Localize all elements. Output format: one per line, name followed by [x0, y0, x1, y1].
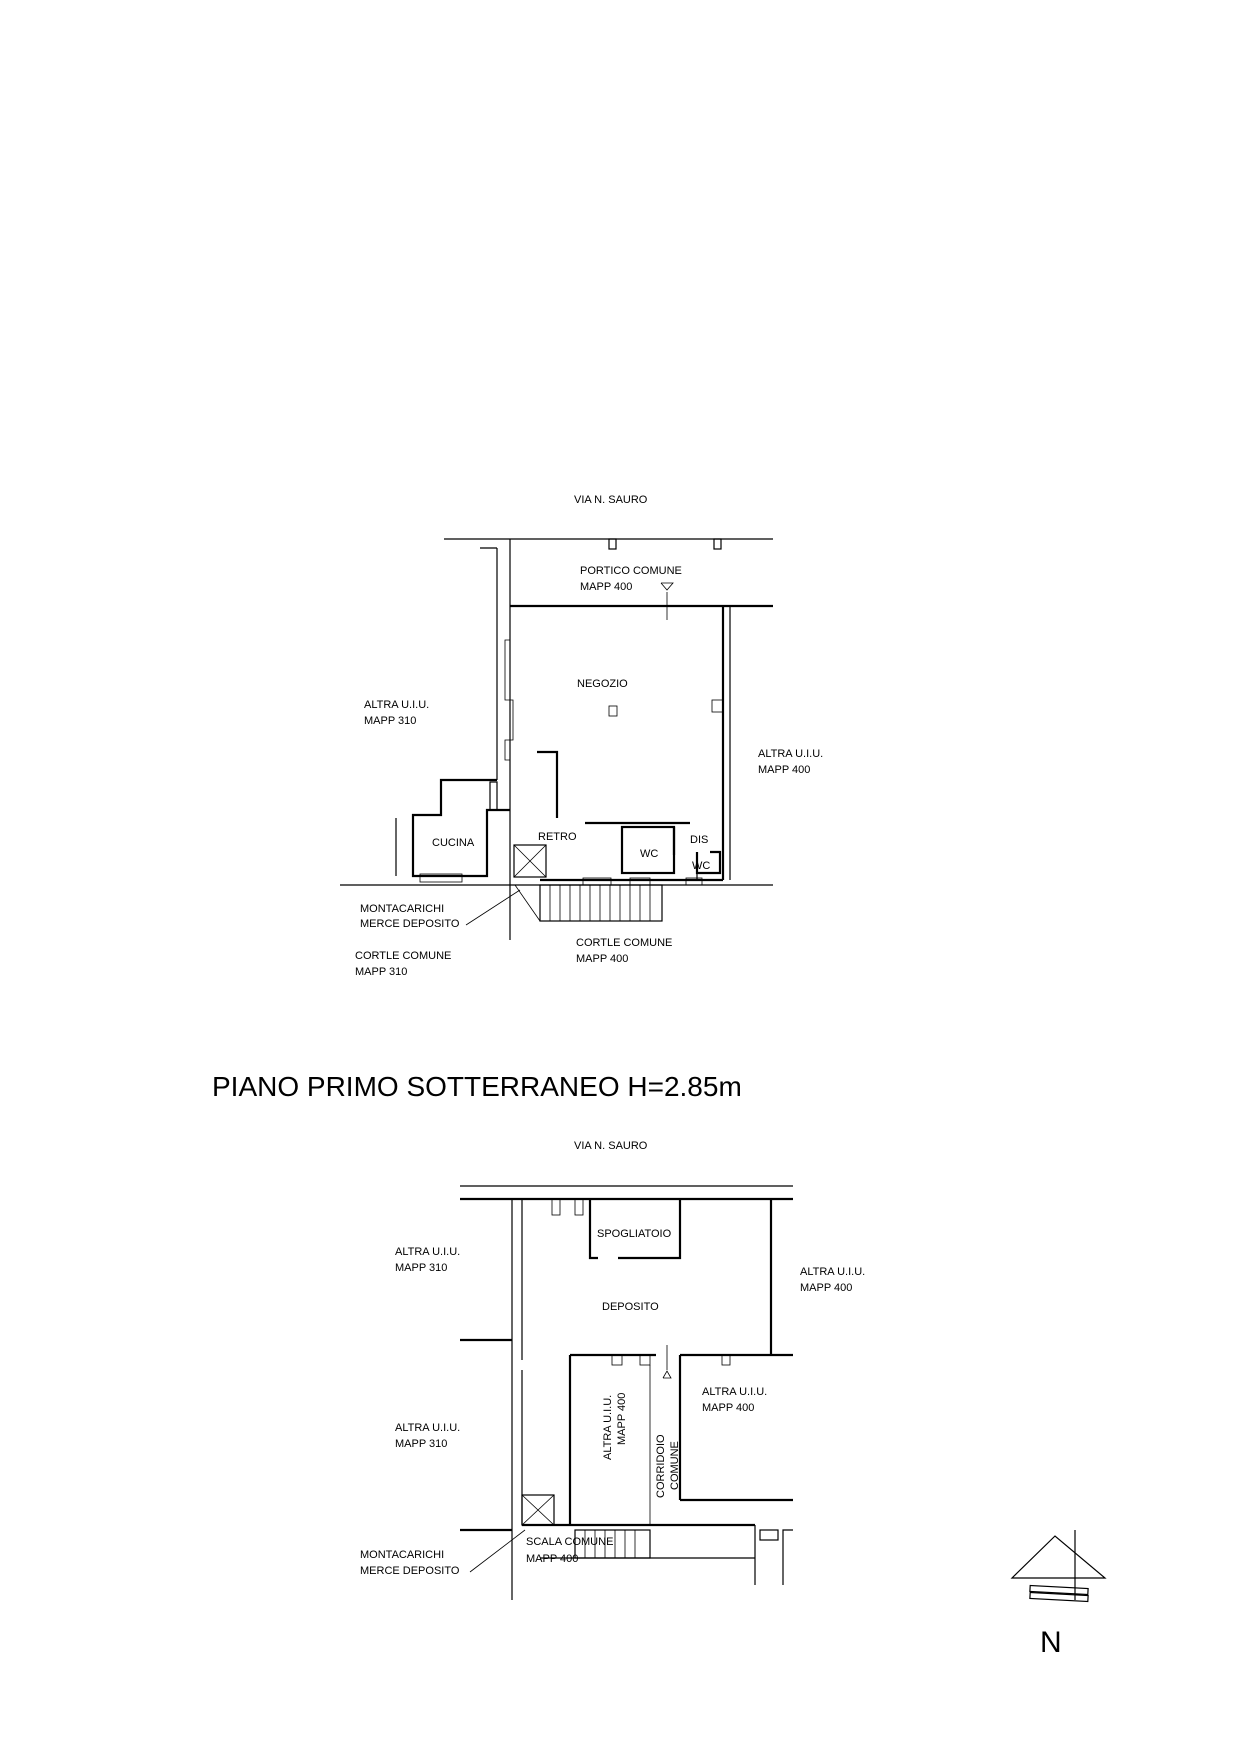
spogliatoio-label: SPOGLIATOIO — [597, 1228, 672, 1240]
altra-east-mapp-label: MAPP 400 — [758, 764, 811, 776]
altra-west-top-mapp: MAPP 310 — [395, 1262, 448, 1274]
basement-street-label: VIA N. SAURO — [574, 1140, 648, 1152]
compass-n-label: N — [1040, 1626, 1062, 1659]
negozio-label: NEGOZIO — [577, 678, 628, 690]
altra-west-bottom-label: ALTRA U.I.U. — [395, 1422, 461, 1434]
cucina-label: CUCINA — [432, 837, 475, 849]
altra-west-bottom-mapp: MAPP 310 — [395, 1438, 448, 1450]
corridoio-label: CORRIDOIO — [655, 1434, 667, 1498]
basement-merce-label: MERCE DEPOSITO — [360, 1565, 460, 1577]
altra-east-top-mapp: MAPP 400 — [800, 1282, 853, 1294]
portico-mapp-label: MAPP 400 — [580, 581, 633, 593]
cortile-west-mapp-label: MAPP 310 — [355, 966, 408, 978]
merce-deposito-label: MERCE DEPOSITO — [360, 918, 460, 930]
altra-west-label: ALTRA U.I.U. — [364, 699, 430, 711]
cortile-west-label: CORTLE COMUNE — [355, 950, 452, 962]
scala-mapp-label: MAPP 400 — [526, 1553, 579, 1565]
altra-east-mid-label: ALTRA U.I.U. — [702, 1386, 768, 1398]
basement-title: PIANO PRIMO SOTTERRANEO H=2.85m — [212, 1071, 742, 1102]
ground-floor-plan — [340, 494, 823, 978]
ground-street-label: VIA N. SAURO — [574, 494, 648, 506]
wc2-label: WC — [692, 860, 711, 872]
altra-vertical-label: ALTRA U.I.U. — [602, 1394, 614, 1460]
wc1-label: WC — [640, 848, 659, 860]
basement-plan — [360, 1140, 865, 1600]
deposito-label: DEPOSITO — [602, 1301, 659, 1313]
altra-east-top-label: ALTRA U.I.U. — [800, 1266, 866, 1278]
altra-west-mapp-label: MAPP 310 — [364, 715, 417, 727]
comune-label: COMUNE — [669, 1441, 681, 1490]
north-compass-icon — [1012, 1530, 1105, 1602]
retro-label: RETRO — [538, 831, 577, 843]
altra-east-mid-mapp: MAPP 400 — [702, 1402, 755, 1414]
portico-label: PORTICO COMUNE — [580, 565, 682, 577]
cortile-east-label: CORTLE COMUNE — [576, 937, 673, 949]
dis-label: DIS — [690, 834, 709, 846]
cortile-east-mapp-label: MAPP 400 — [576, 953, 629, 965]
basement-montacarichi-label: MONTACARICHI — [360, 1549, 445, 1561]
scala-label: SCALA COMUNE — [526, 1536, 614, 1548]
montacarichi-label: MONTACARICHI — [360, 903, 445, 915]
altra-west-top-label: ALTRA U.I.U. — [395, 1246, 461, 1258]
altra-vertical-mapp: MAPP 400 — [616, 1392, 628, 1445]
altra-east-label: ALTRA U.I.U. — [758, 748, 824, 760]
